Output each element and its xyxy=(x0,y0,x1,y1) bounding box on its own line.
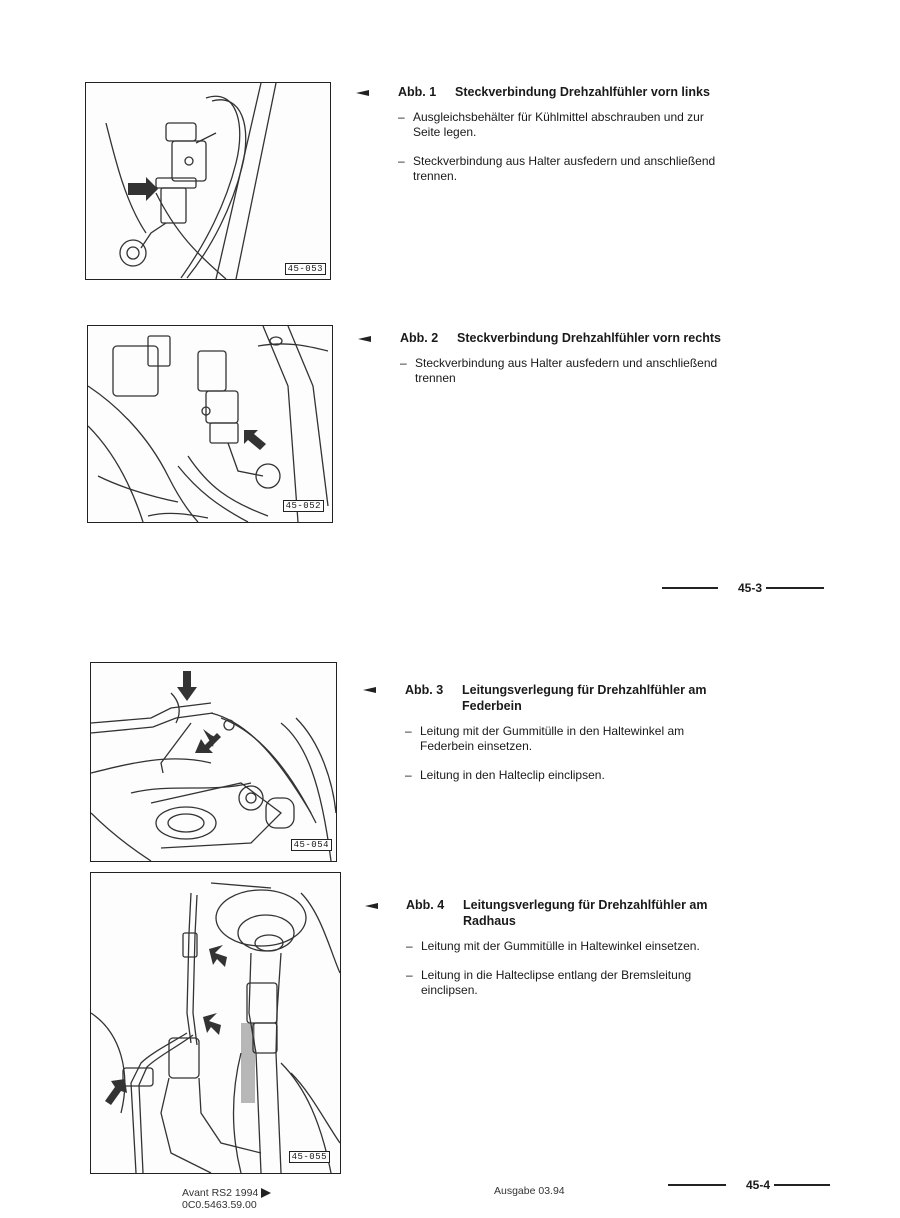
figure-3-number: Abb. 3 xyxy=(405,683,444,697)
footer-part-number: 0C0.5463.59.00 xyxy=(182,1199,257,1211)
figure-3-pointer-icon xyxy=(363,687,376,693)
footer-edition: Ausgabe 03.94 xyxy=(494,1185,565,1197)
figure-3-steps xyxy=(405,724,733,783)
figure-3-caption xyxy=(405,682,733,797)
list-item: – Steckverbindung aus Halter ausfedern und anschließend trennen xyxy=(400,356,718,385)
figure-2-title: Steckverbindung Drehzahlfühler vorn rechts xyxy=(457,331,721,345)
figure-1-steps xyxy=(398,110,723,184)
figure-4-caption xyxy=(406,897,736,1012)
figure-2-caption xyxy=(400,330,725,400)
figure-4-steps xyxy=(406,939,736,998)
figure-1-label: 45-053 xyxy=(285,263,326,275)
list-item: – Ausgleichsbehälter für Kühlmittel abschrauben und zur Seite legen. xyxy=(398,110,704,139)
figure-2-number: Abb. 2 xyxy=(400,331,439,345)
page-number-upper: 45-3 xyxy=(662,581,824,595)
figure-3-label: 45-054 xyxy=(291,839,332,851)
figure-2-illustration xyxy=(87,325,333,523)
figure-4-label: 45-055 xyxy=(289,1151,330,1163)
figure-4-illustration xyxy=(90,872,341,1174)
figure-1-illustration xyxy=(85,82,331,280)
footer-model xyxy=(182,1187,271,1211)
list-item: – Leitung mit der Gummitülle in Haltewinkel einsetzen. xyxy=(406,939,700,953)
figure-2-pointer-icon xyxy=(358,336,371,342)
footer-model-name: Avant RS2 1994 xyxy=(182,1187,259,1199)
figure-2-steps xyxy=(400,356,725,386)
figure-1-number: Abb. 1 xyxy=(398,85,437,99)
list-item: – Leitung in den Halteclip einclipsen. xyxy=(405,768,605,782)
figure-2-label: 45-052 xyxy=(283,500,324,512)
figure-4-title: Leitungsverlegung für Drehzahlfühler am Radhaus xyxy=(463,898,708,928)
page-number-lower: 45-4 xyxy=(668,1178,830,1192)
figure-3-title: Leitungsverlegung für Drehzahlfühler am Federbein xyxy=(462,683,707,713)
figure-1-caption xyxy=(398,84,723,198)
figure-3-illustration xyxy=(90,662,337,862)
arrow-right-icon xyxy=(261,1188,271,1198)
list-item: – Leitung mit der Gummitülle in den Haltewinkel am Federbein einsetzen. xyxy=(405,724,685,753)
figure-4-number: Abb. 4 xyxy=(406,898,445,912)
list-item: – Leitung in die Halteclipse entlang der Bremsleitung einclipsen. xyxy=(406,968,692,997)
figure-1-pointer-icon xyxy=(356,90,369,96)
list-item: – Steckverbindung aus Halter ausfedern und anschließend trennen. xyxy=(398,154,716,183)
figure-4-pointer-icon xyxy=(365,903,378,909)
figure-1-title: Steckverbindung Drehzahlfühler vorn links xyxy=(455,85,710,99)
